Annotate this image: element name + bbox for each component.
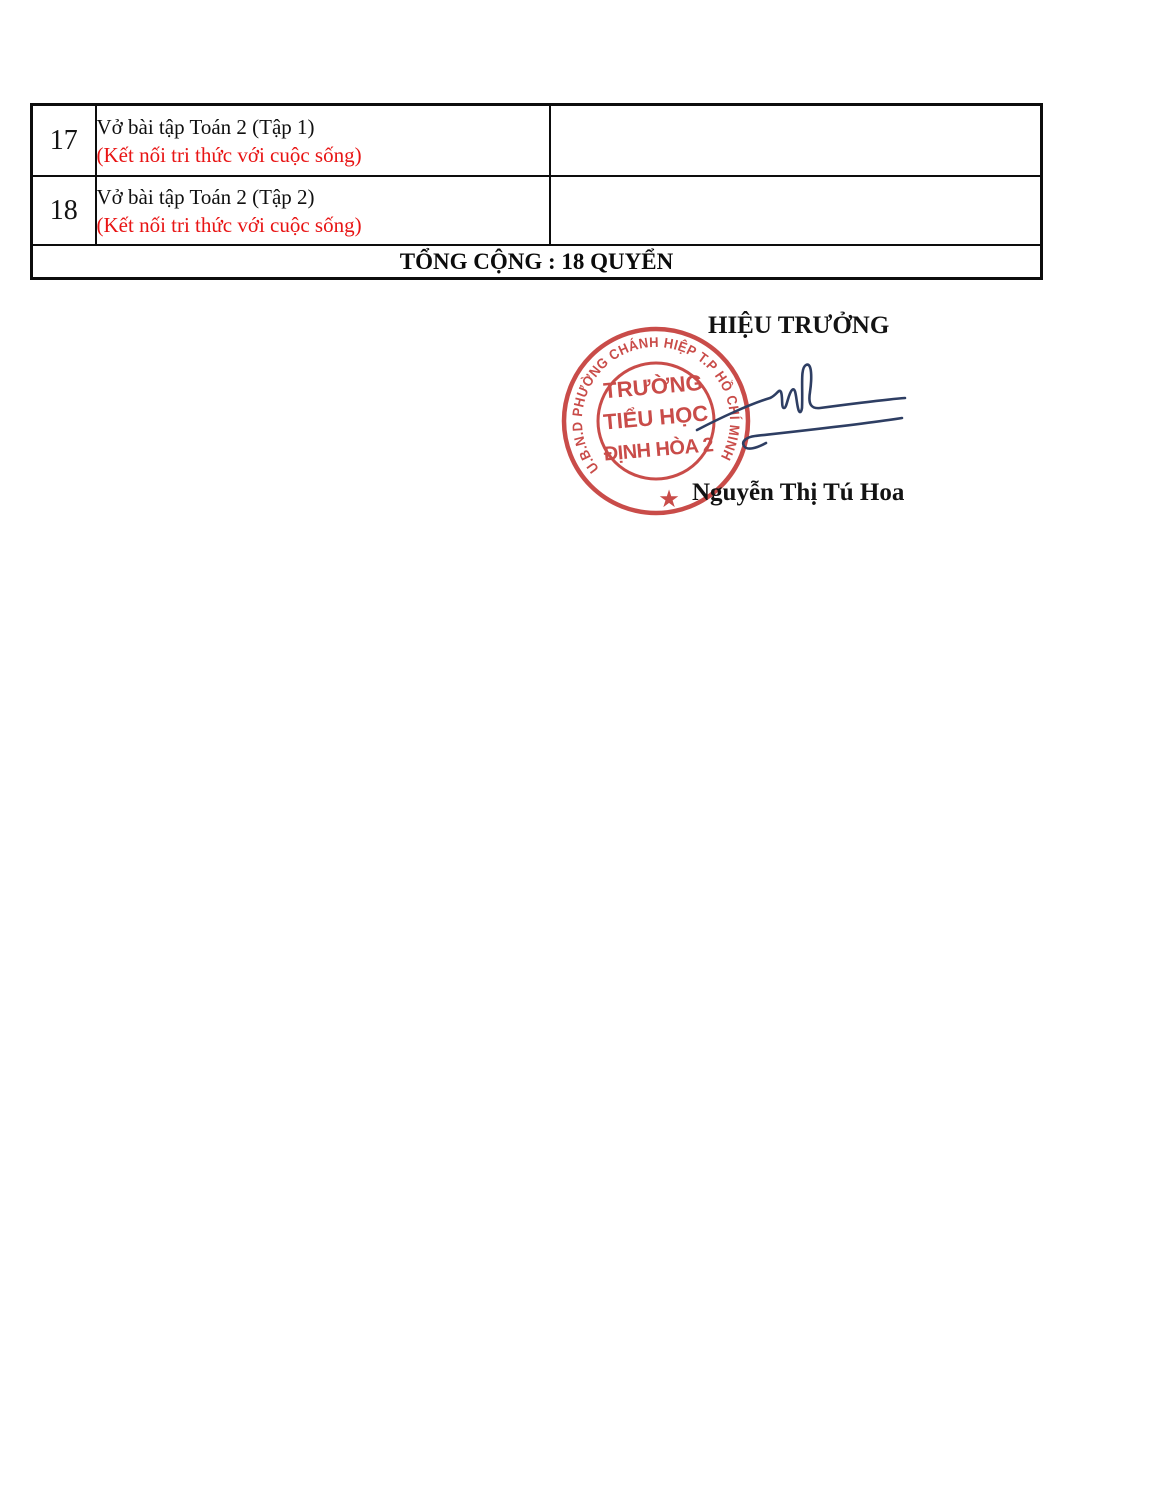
signature-stroke-underline [743,418,902,449]
row-number-cell: 17 [32,105,96,177]
table-row [32,105,1042,177]
book-title-cell [96,105,550,177]
stamp-line1: TRƯỜNG [602,369,704,404]
role-title: HIỆU TRƯỞNG [708,312,890,339]
stamp-star-icon: ★ [659,488,679,511]
book-title: Vở bài tập Toán 2 (Tập 2) [96,184,315,209]
book-title-cell [96,176,550,245]
empty-cell [550,176,1042,245]
stamp-ring-text: U.B.N.D PHƯỜNG CHÁNH HIỆP T.P HỒ CHÍ MINH [568,333,744,477]
total-row [32,245,1042,279]
book-subtitle: (Kết nối tri thức với cuộc sống) [96,212,362,237]
book-title: Vở bài tập Toán 2 (Tập 1) [96,114,315,139]
signature-icon [680,352,915,467]
book-subtitle: (Kết nối tri thức với cuộc sống) [96,142,362,167]
total-label: TỔNG CỘNG : 18 QUYỂN [32,245,1042,279]
signer-name: Nguyễn Thị Tú Hoa [692,479,905,506]
stamp-line2: TIỂU HỌC [602,400,710,435]
signature-stroke-main [697,365,905,430]
booklist-table [30,103,1043,280]
stamp-line3: ĐỊNH HÒA 2 [602,434,715,466]
empty-cell [550,105,1042,177]
table-row [32,176,1042,245]
row-number-cell: 18 [32,176,96,245]
